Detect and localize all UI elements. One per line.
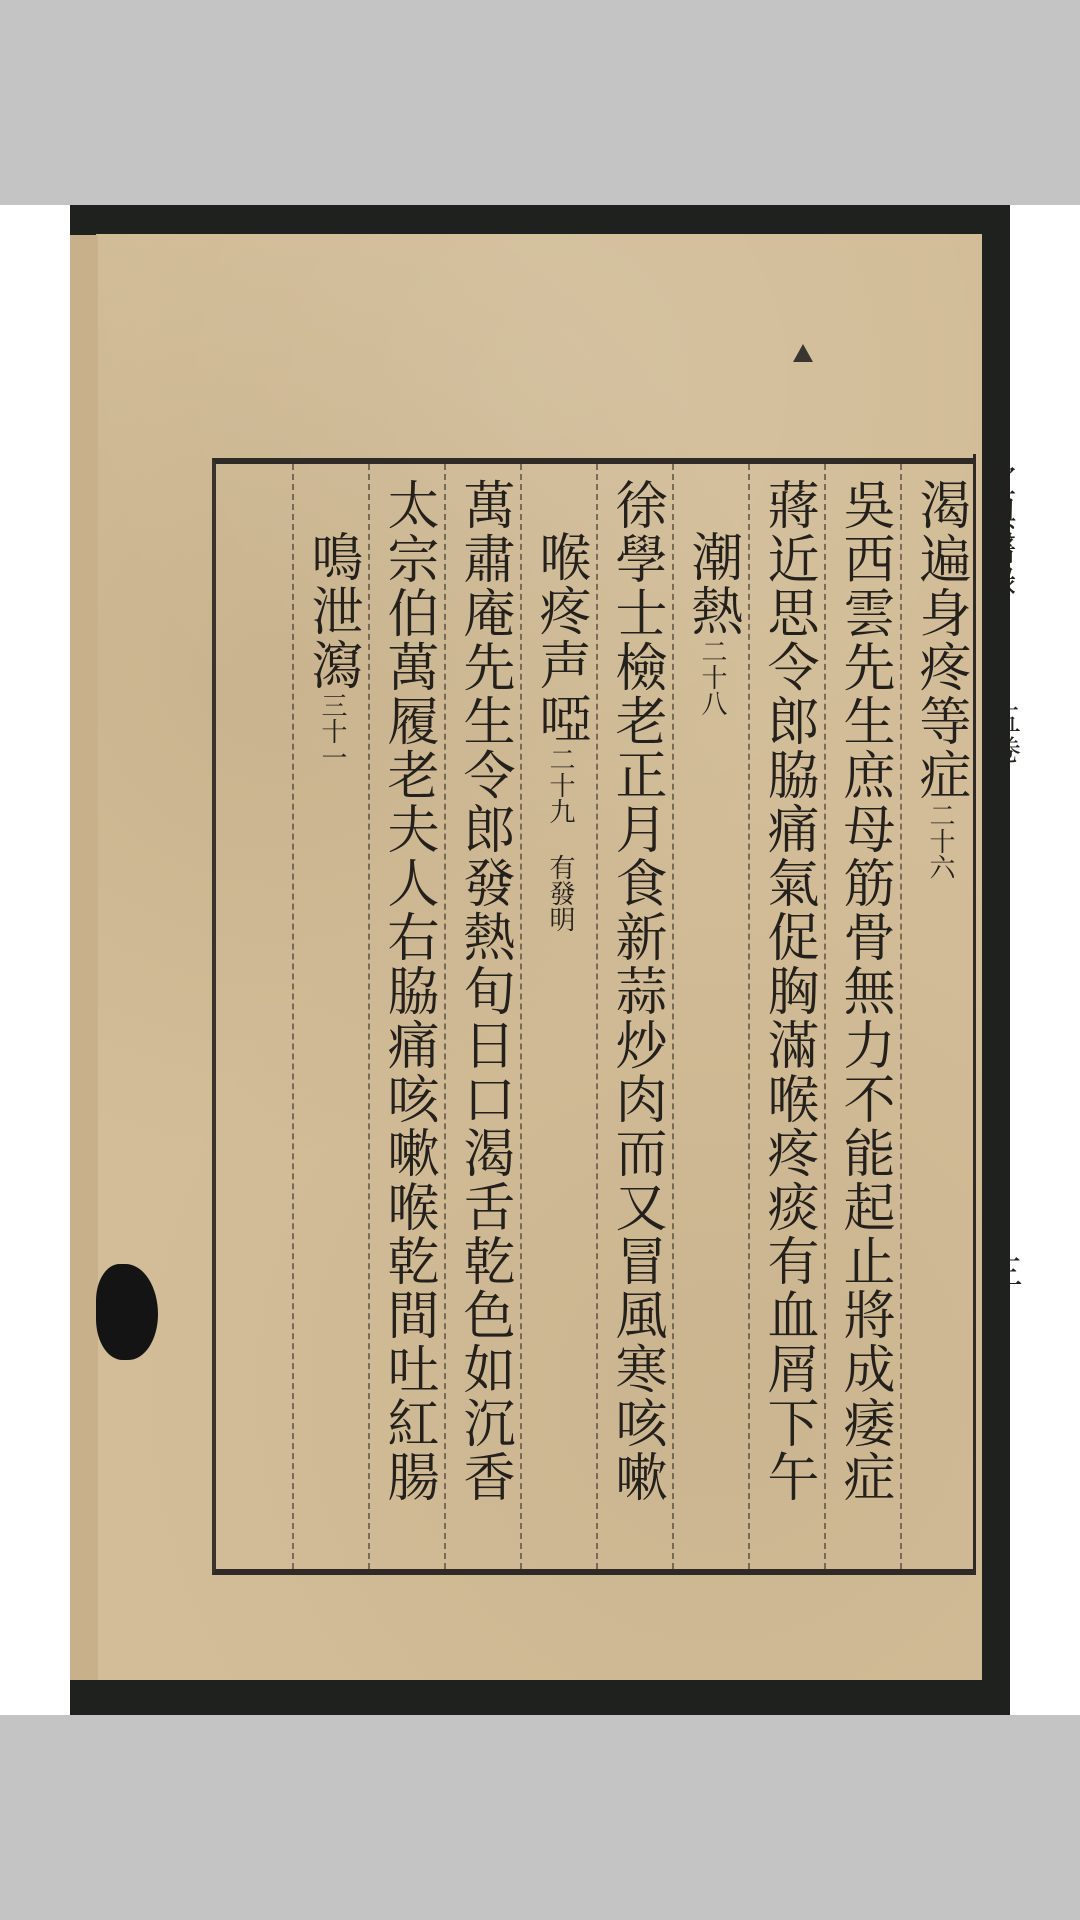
column-main-text: 蔣近思令郎脇痛氣促胸滿喉疼痰有血屑下午 (758, 478, 818, 1504)
column-main-text: 渴遍身疼等症 (910, 478, 970, 802)
column-note: 二十八 (697, 638, 727, 716)
text-column (824, 464, 900, 1569)
margin-column (973, 454, 1022, 1574)
column-main-text: 喉疼声啞 (530, 530, 590, 746)
column-note: 二十九 有發明 (545, 746, 575, 932)
margin-volume: 五卷 (985, 704, 1020, 764)
column-main-text: 吳西雲先生庶母筋骨無力不能起止將成痿症 (834, 478, 894, 1504)
margin-page-number: 三 (982, 1254, 1022, 1288)
column-main-text: 鳴泄瀉 (302, 530, 362, 692)
text-column (596, 464, 672, 1569)
column-main-text: 潮熱 (682, 530, 742, 638)
column-text (532, 530, 588, 932)
column-text (836, 478, 892, 1504)
column-main-text: 太宗伯萬履老夫人右脇痛咳嗽喉乾間吐紅腸 (378, 478, 438, 1504)
column-text (684, 530, 740, 716)
text-column (900, 464, 976, 1569)
text-block (212, 458, 1022, 1575)
text-column (672, 464, 748, 1569)
column-note: 二十六 (925, 802, 955, 880)
margin-title: 宜興醫錄 (976, 462, 1016, 598)
column-text (380, 478, 436, 1504)
text-column (292, 464, 368, 1569)
column-text (304, 530, 360, 770)
column-text (760, 478, 816, 1504)
column-main-text: 徐學士檢老正月食新蒜炒肉而又冒風寒咳嗽 (606, 478, 666, 1504)
ink-stain (96, 1264, 158, 1360)
text-column (444, 464, 520, 1569)
text-columns (216, 464, 976, 1569)
column-main-text: 萬肅庵先生令郎發熱旬日口渴舌乾色如沉香 (454, 478, 514, 1504)
text-column (748, 464, 824, 1569)
column-text (912, 478, 968, 880)
column-text (608, 478, 664, 1504)
column-text (456, 478, 512, 1504)
text-column (520, 464, 596, 1569)
column-note: 三十一 (317, 692, 347, 770)
text-column (368, 464, 444, 1569)
page-spine-edge (70, 235, 98, 1680)
